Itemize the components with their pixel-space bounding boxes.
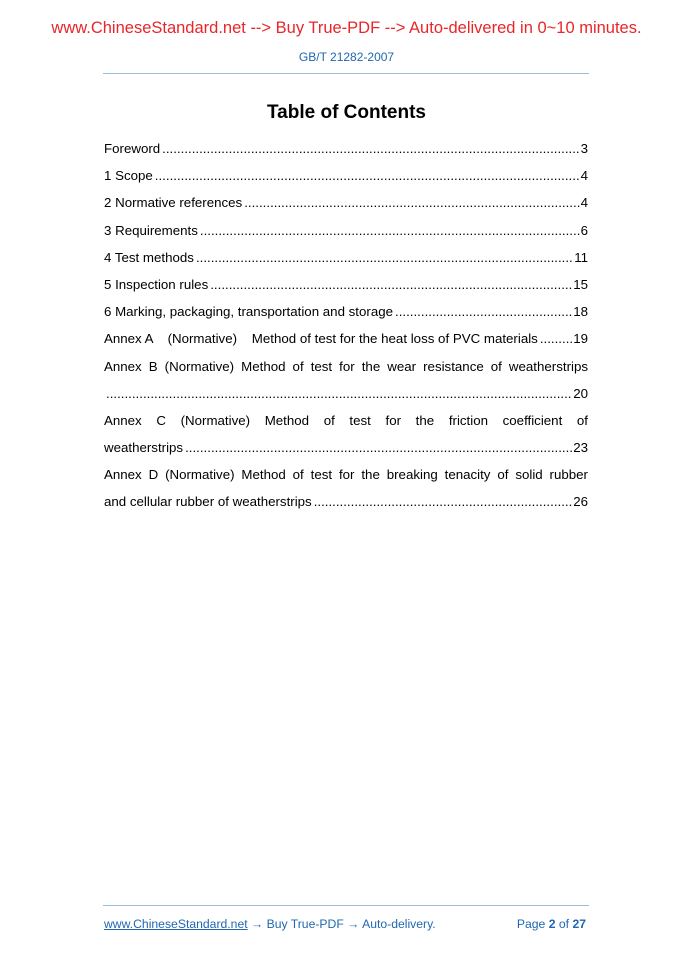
toc-leader-dots bbox=[210, 271, 572, 298]
footer-divider bbox=[103, 905, 589, 906]
toc-entry-annex-d-continued[interactable] bbox=[104, 488, 588, 515]
toc-entry-page: 26 bbox=[573, 494, 588, 510]
toc-entry-label: 6 Marking, packaging, transportation and storage bbox=[104, 304, 394, 320]
toc-entry-page: 11 bbox=[574, 249, 588, 265]
toc-entry-annex-a[interactable] bbox=[104, 325, 588, 352]
toc-entry-inspection-rules[interactable] bbox=[104, 271, 588, 298]
footer-tagline: → Buy True-PDF → Auto-delivery. bbox=[247, 917, 436, 931]
toc-entry-page: 20 bbox=[573, 385, 588, 401]
toc-entry-page: 18 bbox=[573, 304, 588, 320]
toc-leader-dots bbox=[244, 189, 579, 216]
toc-entry-label: Annex A (Normative) Method of test for the heat loss of PVC materials bbox=[104, 331, 538, 347]
toc-leader-dots bbox=[540, 325, 572, 352]
page-word: Page bbox=[516, 917, 546, 931]
top-banner[interactable]: www.ChineseStandard.net --> Buy True-PDF --> Auto-delivered in 0~10 minutes. bbox=[51, 19, 642, 37]
toc-leader-dots bbox=[395, 298, 572, 325]
footer-site-link[interactable]: www.ChineseStandard.net bbox=[104, 917, 248, 931]
toc-entry-page: 23 bbox=[573, 440, 588, 456]
toc-entry-label: Foreword bbox=[104, 141, 161, 156]
toc-entry-label: Annex D (Normative) Method of test for the breaking tenacity of solid rubber bbox=[104, 467, 588, 483]
toc-leader-dots bbox=[314, 488, 573, 515]
page-title: Table of Contents bbox=[266, 102, 427, 123]
toc-entry-marking-packaging[interactable] bbox=[104, 298, 588, 325]
toc-leader-dots bbox=[155, 162, 580, 189]
toc-entry-page: 4 bbox=[580, 195, 588, 211]
toc-entry-page: 15 bbox=[573, 276, 588, 292]
toc-entry-annex-c-continued[interactable] bbox=[104, 434, 588, 461]
toc-leader-dots bbox=[200, 217, 580, 244]
toc-leader-dots bbox=[162, 135, 579, 162]
toc-entry-annex-d[interactable] bbox=[104, 461, 588, 488]
toc-entry-label: 5 Inspection rules bbox=[104, 276, 209, 292]
toc-entry-page: 4 bbox=[580, 168, 588, 184]
toc-entry-requirements[interactable] bbox=[104, 217, 588, 244]
current-page-number: 2 bbox=[548, 917, 556, 931]
page-footer bbox=[104, 917, 586, 931]
toc-entry-label: 4 Test methods bbox=[104, 249, 194, 265]
toc-entry-annex-c[interactable] bbox=[104, 407, 588, 434]
toc-entry-label-continued: and cellular rubber of weatherstrips bbox=[104, 494, 312, 510]
toc-entry-foreword[interactable] bbox=[104, 135, 588, 162]
toc-entry-annex-b-continued[interactable] bbox=[104, 380, 588, 407]
toc-entry-label: Annex C (Normative) Method of test for the friction coefficient of bbox=[104, 412, 588, 428]
toc-entry-annex-b[interactable] bbox=[104, 353, 588, 380]
toc-leader-dots bbox=[106, 380, 572, 407]
toc-leader-dots bbox=[185, 434, 572, 461]
standard-code: GB/T 21282-2007 bbox=[298, 50, 395, 64]
toc-entry-page: 19 bbox=[573, 331, 588, 347]
toc-entry-page: 6 bbox=[580, 222, 588, 238]
toc-entry-scope[interactable] bbox=[104, 162, 588, 189]
toc-entry-test-methods[interactable] bbox=[104, 244, 588, 271]
toc-leader-dots bbox=[196, 244, 573, 271]
total-page-number: 27 bbox=[572, 917, 586, 931]
toc-entry-label: 1 Scope bbox=[104, 168, 153, 184]
toc-entry-label-continued: weatherstrips bbox=[104, 440, 184, 456]
header-divider bbox=[103, 73, 589, 74]
table-of-contents bbox=[104, 135, 588, 516]
toc-entry-label: 3 Requirements bbox=[104, 222, 198, 238]
page-of-word: of bbox=[558, 917, 570, 931]
page-number bbox=[517, 917, 586, 931]
toc-entry-normative-references[interactable] bbox=[104, 189, 588, 216]
toc-entry-page: 3 bbox=[580, 141, 588, 156]
toc-entry-label: 2 Normative references bbox=[104, 195, 243, 211]
toc-entry-label: Annex B (Normative) Method of test for the wear resistance of weatherstrips bbox=[104, 358, 588, 374]
